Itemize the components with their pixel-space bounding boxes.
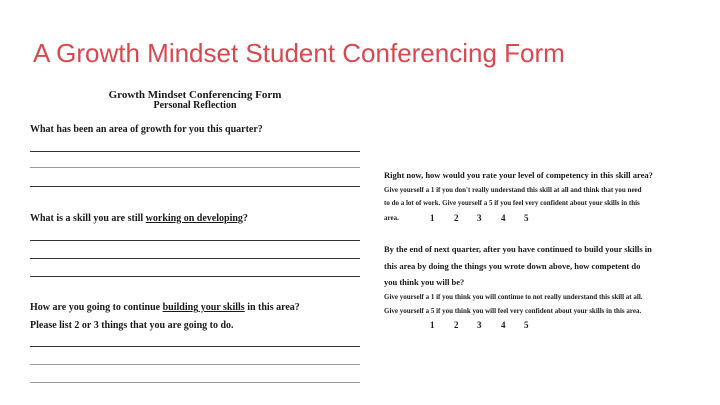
rating-option[interactable]: 1: [430, 213, 435, 223]
rating-option[interactable]: 3: [477, 320, 482, 330]
question-text: What is a skill you are still: [30, 213, 146, 224]
answer-line[interactable]: [30, 346, 360, 347]
answer-line[interactable]: [30, 258, 360, 259]
question-text: ?: [242, 213, 248, 224]
answer-line[interactable]: [30, 382, 360, 383]
answer-line[interactable]: [30, 364, 360, 365]
rating-option[interactable]: 5: [524, 213, 529, 223]
question-growth-area: What has been an area of growth for you this quarter?: [30, 124, 263, 135]
question-text: How are you going to continue: [30, 302, 163, 313]
question-future-competency: By the end of next quarter, after you have continued to build your skills in: [384, 244, 652, 254]
question-future-competency: you think you will be?: [384, 277, 465, 287]
rating-option[interactable]: 2: [454, 320, 459, 330]
help-text: area.: [384, 214, 399, 222]
rating-option[interactable]: 4: [501, 320, 506, 330]
help-text: to do a lot of work. Give yourself a 5 if you feel very confident about your skills in this: [384, 199, 640, 207]
answer-line[interactable]: [30, 240, 360, 241]
question-skill-developing: [30, 213, 248, 224]
rating-option[interactable]: 4: [501, 213, 506, 223]
answer-line[interactable]: [30, 151, 360, 152]
rating-option[interactable]: 1: [430, 320, 435, 330]
rating-option[interactable]: 3: [477, 213, 482, 223]
question-list-things: Please list 2 or 3 things that you are going to do.: [30, 320, 234, 331]
rating-option[interactable]: 2: [454, 213, 459, 223]
form-title: Growth Mindset Conferencing Form: [108, 89, 282, 101]
rating-option[interactable]: 5: [524, 320, 529, 330]
form-subtitle: Personal Reflection: [153, 100, 237, 111]
question-emphasis: working on developing: [145, 213, 243, 224]
question-text: in this area?: [244, 302, 300, 313]
question-future-competency: this area by doing the things you wrote down above, how competent do: [384, 261, 641, 271]
answer-line[interactable]: [30, 276, 360, 277]
question-current-competency: Right now, how would you rate your level of competency in this skill area?: [384, 170, 653, 180]
slide-title: A Growth Mindset Student Conferencing Form: [33, 38, 565, 68]
help-text: Give yourself a 5 if you think you will feel very confident about your skills in this area.: [384, 307, 642, 315]
answer-line[interactable]: [30, 186, 360, 187]
help-text: Give yourself a 1 if you think you will continue to not really understand this skill at all.: [384, 293, 643, 301]
help-text: Give yourself a 1 if you don't really understand this skill at all and think that you need: [384, 186, 642, 194]
answer-line[interactable]: [30, 167, 360, 168]
question-emphasis: building your skills: [162, 302, 245, 313]
question-building-skills: [30, 302, 300, 313]
